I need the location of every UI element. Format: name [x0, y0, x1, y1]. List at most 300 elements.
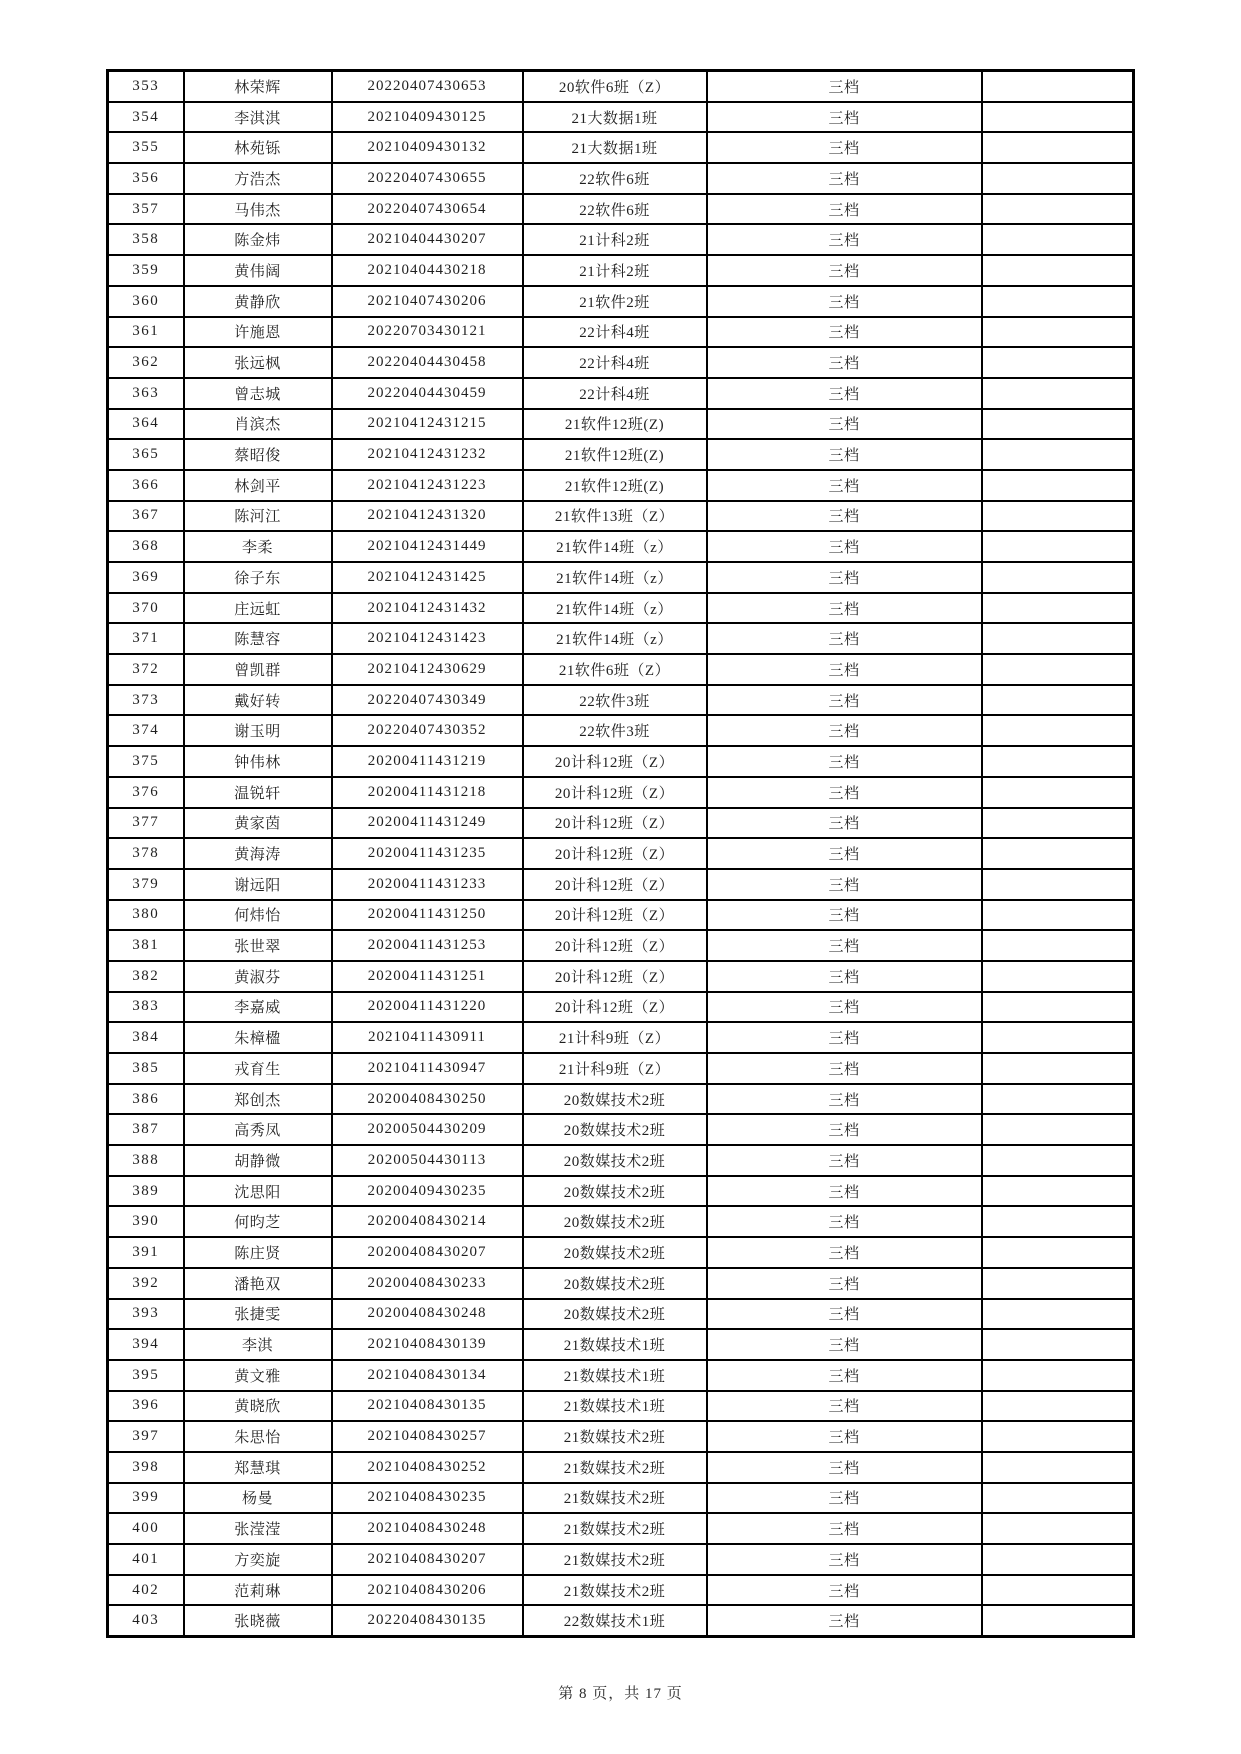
- student-name-cell: 黄淑芬: [184, 961, 332, 992]
- class-name-cell: 20数媒技术2班: [523, 1114, 707, 1145]
- student-name-cell: 陈河江: [184, 501, 332, 532]
- table-row: [108, 1206, 1134, 1237]
- row-number-cell: 402: [108, 1575, 184, 1606]
- student-id-cell: 20210412431320: [332, 501, 523, 532]
- table-row: [108, 746, 1134, 777]
- row-number-cell: 372: [108, 654, 184, 685]
- class-name-cell: 21数媒技术2班: [523, 1513, 707, 1544]
- tier-cell: 三档: [707, 378, 982, 409]
- student-name-cell: 朱樟楹: [184, 1022, 332, 1053]
- student-id-cell: 20200411431235: [332, 838, 523, 869]
- remark-cell: [982, 1299, 1134, 1330]
- class-name-cell: 22软件3班: [523, 685, 707, 716]
- student-id-cell: 20210411430947: [332, 1053, 523, 1084]
- class-name-cell: 22计科4班: [523, 317, 707, 348]
- student-id-cell: 20210408430134: [332, 1360, 523, 1391]
- student-id-cell: 20200411431250: [332, 900, 523, 931]
- student-id-cell: 20210412431215: [332, 409, 523, 440]
- student-id-cell: 20220408430135: [332, 1605, 523, 1636]
- student-name-cell: 马伟杰: [184, 194, 332, 225]
- remark-cell: [982, 1360, 1134, 1391]
- class-name-cell: 21数媒技术1班: [523, 1391, 707, 1422]
- tier-cell: 三档: [707, 1391, 982, 1422]
- class-name-cell: 20软件6班（Z）: [523, 71, 707, 102]
- tier-cell: 三档: [707, 102, 982, 133]
- tier-cell: 三档: [707, 1452, 982, 1483]
- student-id-cell: 20200411431220: [332, 992, 523, 1023]
- tier-cell: 三档: [707, 224, 982, 255]
- tier-cell: 三档: [707, 71, 982, 102]
- tier-cell: 三档: [707, 869, 982, 900]
- student-id-cell: 20220404430458: [332, 347, 523, 378]
- student-name-cell: 林荣辉: [184, 71, 332, 102]
- class-name-cell: 22计科4班: [523, 378, 707, 409]
- tier-cell: 三档: [707, 685, 982, 716]
- class-name-cell: 21数媒技术2班: [523, 1483, 707, 1514]
- remark-cell: [982, 1176, 1134, 1207]
- student-name-cell: 陈庄贤: [184, 1237, 332, 1268]
- class-name-cell: 21计科9班（Z）: [523, 1053, 707, 1084]
- remark-cell: [982, 1114, 1134, 1145]
- student-name-cell: 林苑铄: [184, 132, 332, 163]
- tier-cell: 三档: [707, 1268, 982, 1299]
- remark-cell: [982, 654, 1134, 685]
- student-id-cell: 20210411430911: [332, 1022, 523, 1053]
- table-row: [108, 593, 1134, 624]
- table-row: [108, 470, 1134, 501]
- table-row: [108, 1114, 1134, 1145]
- table-row: [108, 317, 1134, 348]
- row-number-cell: 376: [108, 777, 184, 808]
- row-number-cell: 374: [108, 715, 184, 746]
- table-row: [108, 531, 1134, 562]
- row-number-cell: 380: [108, 900, 184, 931]
- tier-cell: 三档: [707, 1544, 982, 1575]
- table-row: [108, 439, 1134, 470]
- row-number-cell: 381: [108, 930, 184, 961]
- row-number-cell: 365: [108, 439, 184, 470]
- student-id-cell: 20210408430139: [332, 1329, 523, 1360]
- row-number-cell: 390: [108, 1206, 184, 1237]
- tier-cell: 三档: [707, 317, 982, 348]
- student-name-cell: 黄静欣: [184, 286, 332, 317]
- student-id-cell: 20200408430207: [332, 1237, 523, 1268]
- student-id-cell: 20210408430252: [332, 1452, 523, 1483]
- class-name-cell: 21数媒技术2班: [523, 1575, 707, 1606]
- row-number-cell: 384: [108, 1022, 184, 1053]
- table-row: [108, 1605, 1134, 1636]
- student-name-cell: 方浩杰: [184, 163, 332, 194]
- class-name-cell: 22软件3班: [523, 715, 707, 746]
- row-number-cell: 363: [108, 378, 184, 409]
- remark-cell: [982, 1483, 1134, 1514]
- class-name-cell: 22软件6班: [523, 163, 707, 194]
- student-name-cell: 高秀凤: [184, 1114, 332, 1145]
- student-id-cell: 20220407430352: [332, 715, 523, 746]
- table-row: [108, 1268, 1134, 1299]
- row-number-cell: 395: [108, 1360, 184, 1391]
- class-name-cell: 22数媒技术1班: [523, 1605, 707, 1636]
- student-id-cell: 20200409430235: [332, 1176, 523, 1207]
- row-number-cell: 383: [108, 992, 184, 1023]
- table-row: [108, 1421, 1134, 1452]
- student-id-cell: 20220404430459: [332, 378, 523, 409]
- table-row: [108, 1022, 1134, 1053]
- student-name-cell: 何炜怡: [184, 900, 332, 931]
- class-name-cell: 21软件14班（z）: [523, 531, 707, 562]
- tier-cell: 三档: [707, 900, 982, 931]
- student-name-cell: 沈思阳: [184, 1176, 332, 1207]
- row-number-cell: 358: [108, 224, 184, 255]
- tier-cell: 三档: [707, 1237, 982, 1268]
- tier-cell: 三档: [707, 1513, 982, 1544]
- remark-cell: [982, 1391, 1134, 1422]
- class-name-cell: 21大数据1班: [523, 102, 707, 133]
- row-number-cell: 367: [108, 501, 184, 532]
- row-number-cell: 360: [108, 286, 184, 317]
- row-number-cell: 364: [108, 409, 184, 440]
- tier-cell: 三档: [707, 132, 982, 163]
- class-name-cell: 20计科12班（Z）: [523, 838, 707, 869]
- student-id-cell: 20210404430218: [332, 255, 523, 286]
- student-name-cell: 许施恩: [184, 317, 332, 348]
- student-id-cell: 20210412431423: [332, 623, 523, 654]
- tier-cell: 三档: [707, 1299, 982, 1330]
- student-name-cell: 张远枫: [184, 347, 332, 378]
- student-name-cell: 戴好转: [184, 685, 332, 716]
- remark-cell: [982, 194, 1134, 225]
- row-number-cell: 382: [108, 961, 184, 992]
- row-number-cell: 366: [108, 470, 184, 501]
- student-id-cell: 20210408430257: [332, 1421, 523, 1452]
- table-row: [108, 1237, 1134, 1268]
- row-number-cell: 392: [108, 1268, 184, 1299]
- student-name-cell: 蔡昭俊: [184, 439, 332, 470]
- class-name-cell: 20计科12班（Z）: [523, 808, 707, 839]
- class-name-cell: 20计科12班（Z）: [523, 930, 707, 961]
- student-name-cell: 张晓薇: [184, 1605, 332, 1636]
- student-name-cell: 肖滨杰: [184, 409, 332, 440]
- table-row: [108, 1176, 1134, 1207]
- remark-cell: [982, 1206, 1134, 1237]
- student-id-cell: 20210408430135: [332, 1391, 523, 1422]
- tier-cell: 三档: [707, 1483, 982, 1514]
- row-number-cell: 354: [108, 102, 184, 133]
- remark-cell: [982, 1544, 1134, 1575]
- student-name-cell: 黄伟阔: [184, 255, 332, 286]
- student-id-cell: 20220407430654: [332, 194, 523, 225]
- student-id-cell: 20220407430349: [332, 685, 523, 716]
- remark-cell: [982, 715, 1134, 746]
- table-row: [108, 224, 1134, 255]
- tier-cell: 三档: [707, 1329, 982, 1360]
- student-name-cell: 郑创杰: [184, 1084, 332, 1115]
- remark-cell: [982, 1145, 1134, 1176]
- class-name-cell: 20计科12班（Z）: [523, 992, 707, 1023]
- class-name-cell: 20数媒技术2班: [523, 1299, 707, 1330]
- remark-cell: [982, 593, 1134, 624]
- class-name-cell: 21软件12班(Z): [523, 439, 707, 470]
- remark-cell: [982, 1513, 1134, 1544]
- table-row: [108, 1575, 1134, 1606]
- table-row: [108, 132, 1134, 163]
- tier-cell: 三档: [707, 992, 982, 1023]
- student-id-cell: 20200504430209: [332, 1114, 523, 1145]
- tier-cell: 三档: [707, 1114, 982, 1145]
- row-number-cell: 379: [108, 869, 184, 900]
- row-number-cell: 399: [108, 1483, 184, 1514]
- page-number-footer: 第 8 页，共 17 页: [558, 1686, 683, 1702]
- remark-cell: [982, 869, 1134, 900]
- class-name-cell: 20计科12班（Z）: [523, 961, 707, 992]
- remark-cell: [982, 255, 1134, 286]
- student-id-cell: 20220703430121: [332, 317, 523, 348]
- class-name-cell: 21软件14班（z）: [523, 593, 707, 624]
- row-number-cell: 371: [108, 623, 184, 654]
- student-id-cell: 20210412431449: [332, 531, 523, 562]
- student-id-cell: 20210409430125: [332, 102, 523, 133]
- student-name-cell: 张世翠: [184, 930, 332, 961]
- table-row: [108, 930, 1134, 961]
- remark-cell: [982, 439, 1134, 470]
- class-name-cell: 21软件12班(Z): [523, 409, 707, 440]
- class-name-cell: 20计科12班（Z）: [523, 900, 707, 931]
- tier-cell: 三档: [707, 1053, 982, 1084]
- tier-cell: 三档: [707, 501, 982, 532]
- row-number-cell: 353: [108, 71, 184, 102]
- student-name-cell: 庄远虹: [184, 593, 332, 624]
- row-number-cell: 396: [108, 1391, 184, 1422]
- student-name-cell: 谢玉明: [184, 715, 332, 746]
- student-name-cell: 温锐轩: [184, 777, 332, 808]
- student-id-cell: 20210408430207: [332, 1544, 523, 1575]
- tier-cell: 三档: [707, 961, 982, 992]
- remark-cell: [982, 900, 1134, 931]
- student-id-cell: 20200408430233: [332, 1268, 523, 1299]
- student-id-cell: 20210404430207: [332, 224, 523, 255]
- remark-cell: [982, 317, 1134, 348]
- row-number-cell: 355: [108, 132, 184, 163]
- tier-cell: 三档: [707, 286, 982, 317]
- student-id-cell: 20210412431223: [332, 470, 523, 501]
- student-tier-table: [106, 69, 1135, 1638]
- table-row: [108, 1513, 1134, 1544]
- tier-cell: 三档: [707, 746, 982, 777]
- row-number-cell: 391: [108, 1237, 184, 1268]
- class-name-cell: 21软件13班（Z）: [523, 501, 707, 532]
- class-name-cell: 20数媒技术2班: [523, 1206, 707, 1237]
- row-number-cell: 370: [108, 593, 184, 624]
- student-name-cell: 杨曼: [184, 1483, 332, 1514]
- remark-cell: [982, 1084, 1134, 1115]
- table-row: [108, 654, 1134, 685]
- remark-cell: [982, 1605, 1134, 1636]
- student-name-cell: 谢远阳: [184, 869, 332, 900]
- table-row: [108, 1299, 1134, 1330]
- student-id-cell: 20200411431253: [332, 930, 523, 961]
- remark-cell: [982, 961, 1134, 992]
- table-row: [108, 869, 1134, 900]
- tier-cell: 三档: [707, 194, 982, 225]
- table-row: [108, 1145, 1134, 1176]
- student-name-cell: 张捷雯: [184, 1299, 332, 1330]
- tier-cell: 三档: [707, 409, 982, 440]
- class-name-cell: 21数媒技术1班: [523, 1360, 707, 1391]
- tier-cell: 三档: [707, 654, 982, 685]
- row-number-cell: 397: [108, 1421, 184, 1452]
- remark-cell: [982, 531, 1134, 562]
- class-name-cell: 21数媒技术2班: [523, 1544, 707, 1575]
- student-name-cell: 陈金炜: [184, 224, 332, 255]
- class-name-cell: 20计科12班（Z）: [523, 777, 707, 808]
- student-id-cell: 20200504430113: [332, 1145, 523, 1176]
- remark-cell: [982, 378, 1134, 409]
- remark-cell: [982, 623, 1134, 654]
- tier-cell: 三档: [707, 439, 982, 470]
- table-row: [108, 1483, 1134, 1514]
- tier-cell: 三档: [707, 1605, 982, 1636]
- remark-cell: [982, 163, 1134, 194]
- row-number-cell: 386: [108, 1084, 184, 1115]
- remark-cell: [982, 562, 1134, 593]
- remark-cell: [982, 992, 1134, 1023]
- student-name-cell: 何昀芝: [184, 1206, 332, 1237]
- student-id-cell: 20220407430653: [332, 71, 523, 102]
- tier-cell: 三档: [707, 163, 982, 194]
- row-number-cell: 398: [108, 1452, 184, 1483]
- class-name-cell: 20数媒技术2班: [523, 1237, 707, 1268]
- tier-cell: 三档: [707, 1421, 982, 1452]
- remark-cell: [982, 838, 1134, 869]
- class-name-cell: 22计科4班: [523, 347, 707, 378]
- tier-cell: 三档: [707, 715, 982, 746]
- student-name-cell: 李淇: [184, 1329, 332, 1360]
- student-name-cell: 黄晓欣: [184, 1391, 332, 1422]
- table-row: [108, 1084, 1134, 1115]
- remark-cell: [982, 102, 1134, 133]
- student-name-cell: 胡静微: [184, 1145, 332, 1176]
- class-name-cell: 20数媒技术2班: [523, 1176, 707, 1207]
- table-row: [108, 808, 1134, 839]
- student-name-cell: 李嘉威: [184, 992, 332, 1023]
- remark-cell: [982, 685, 1134, 716]
- row-number-cell: 359: [108, 255, 184, 286]
- student-tier-table-body: [108, 71, 1134, 1637]
- row-number-cell: 356: [108, 163, 184, 194]
- student-name-cell: 张滢滢: [184, 1513, 332, 1544]
- remark-cell: [982, 286, 1134, 317]
- table-row: [108, 347, 1134, 378]
- class-name-cell: 20数媒技术2班: [523, 1084, 707, 1115]
- table-row: [108, 838, 1134, 869]
- tier-cell: 三档: [707, 838, 982, 869]
- class-name-cell: 20计科12班（Z）: [523, 746, 707, 777]
- remark-cell: [982, 1237, 1134, 1268]
- class-name-cell: 21数媒技术2班: [523, 1421, 707, 1452]
- table-row: [108, 102, 1134, 133]
- student-name-cell: 黄家茵: [184, 808, 332, 839]
- student-name-cell: 黄海涛: [184, 838, 332, 869]
- student-name-cell: 潘艳双: [184, 1268, 332, 1299]
- table-row: [108, 623, 1134, 654]
- row-number-cell: 401: [108, 1544, 184, 1575]
- remark-cell: [982, 930, 1134, 961]
- remark-cell: [982, 1268, 1134, 1299]
- student-id-cell: 20210412431432: [332, 593, 523, 624]
- student-id-cell: 20210408430235: [332, 1483, 523, 1514]
- class-name-cell: 21计科9班（Z）: [523, 1022, 707, 1053]
- student-id-cell: 20210407430206: [332, 286, 523, 317]
- remark-cell: [982, 409, 1134, 440]
- class-name-cell: 21数媒技术2班: [523, 1452, 707, 1483]
- table-row: [108, 1544, 1134, 1575]
- student-id-cell: 20200411431233: [332, 869, 523, 900]
- tier-cell: 三档: [707, 562, 982, 593]
- student-id-cell: 20200411431218: [332, 777, 523, 808]
- table-row: [108, 71, 1134, 102]
- tier-cell: 三档: [707, 531, 982, 562]
- tier-cell: 三档: [707, 593, 982, 624]
- tier-cell: 三档: [707, 623, 982, 654]
- student-id-cell: 20200408430248: [332, 1299, 523, 1330]
- class-name-cell: 21软件2班: [523, 286, 707, 317]
- row-number-cell: 375: [108, 746, 184, 777]
- tier-cell: 三档: [707, 1206, 982, 1237]
- tier-cell: 三档: [707, 777, 982, 808]
- tier-cell: 三档: [707, 347, 982, 378]
- tier-cell: 三档: [707, 1360, 982, 1391]
- table-row: [108, 961, 1134, 992]
- student-name-cell: 范莉琳: [184, 1575, 332, 1606]
- student-name-cell: 钟伟林: [184, 746, 332, 777]
- student-name-cell: 曾志城: [184, 378, 332, 409]
- table-row: [108, 255, 1134, 286]
- table-row: [108, 1391, 1134, 1422]
- student-id-cell: 20210412431232: [332, 439, 523, 470]
- class-name-cell: 20计科12班（Z）: [523, 869, 707, 900]
- row-number-cell: 377: [108, 808, 184, 839]
- remark-cell: [982, 470, 1134, 501]
- row-number-cell: 361: [108, 317, 184, 348]
- class-name-cell: 21数媒技术1班: [523, 1329, 707, 1360]
- tier-cell: 三档: [707, 930, 982, 961]
- student-name-cell: 林剑平: [184, 470, 332, 501]
- table-row: [108, 992, 1134, 1023]
- row-number-cell: 389: [108, 1176, 184, 1207]
- tier-cell: 三档: [707, 1575, 982, 1606]
- student-id-cell: 20200411431251: [332, 961, 523, 992]
- class-name-cell: 21计科2班: [523, 255, 707, 286]
- table-row: [108, 378, 1134, 409]
- student-id-cell: 20210408430206: [332, 1575, 523, 1606]
- table-row: [108, 715, 1134, 746]
- student-name-cell: 李柔: [184, 531, 332, 562]
- table-row: [108, 409, 1134, 440]
- class-name-cell: 21软件14班（z）: [523, 562, 707, 593]
- row-number-cell: 378: [108, 838, 184, 869]
- class-name-cell: 21软件14班（z）: [523, 623, 707, 654]
- table-row: [108, 1452, 1134, 1483]
- class-name-cell: 22软件6班: [523, 194, 707, 225]
- tier-cell: 三档: [707, 255, 982, 286]
- table-row: [108, 900, 1134, 931]
- remark-cell: [982, 1575, 1134, 1606]
- table-row: [108, 1053, 1134, 1084]
- class-name-cell: 21软件6班（Z）: [523, 654, 707, 685]
- student-name-cell: 曾凯群: [184, 654, 332, 685]
- student-name-cell: 黄文雅: [184, 1360, 332, 1391]
- row-number-cell: 357: [108, 194, 184, 225]
